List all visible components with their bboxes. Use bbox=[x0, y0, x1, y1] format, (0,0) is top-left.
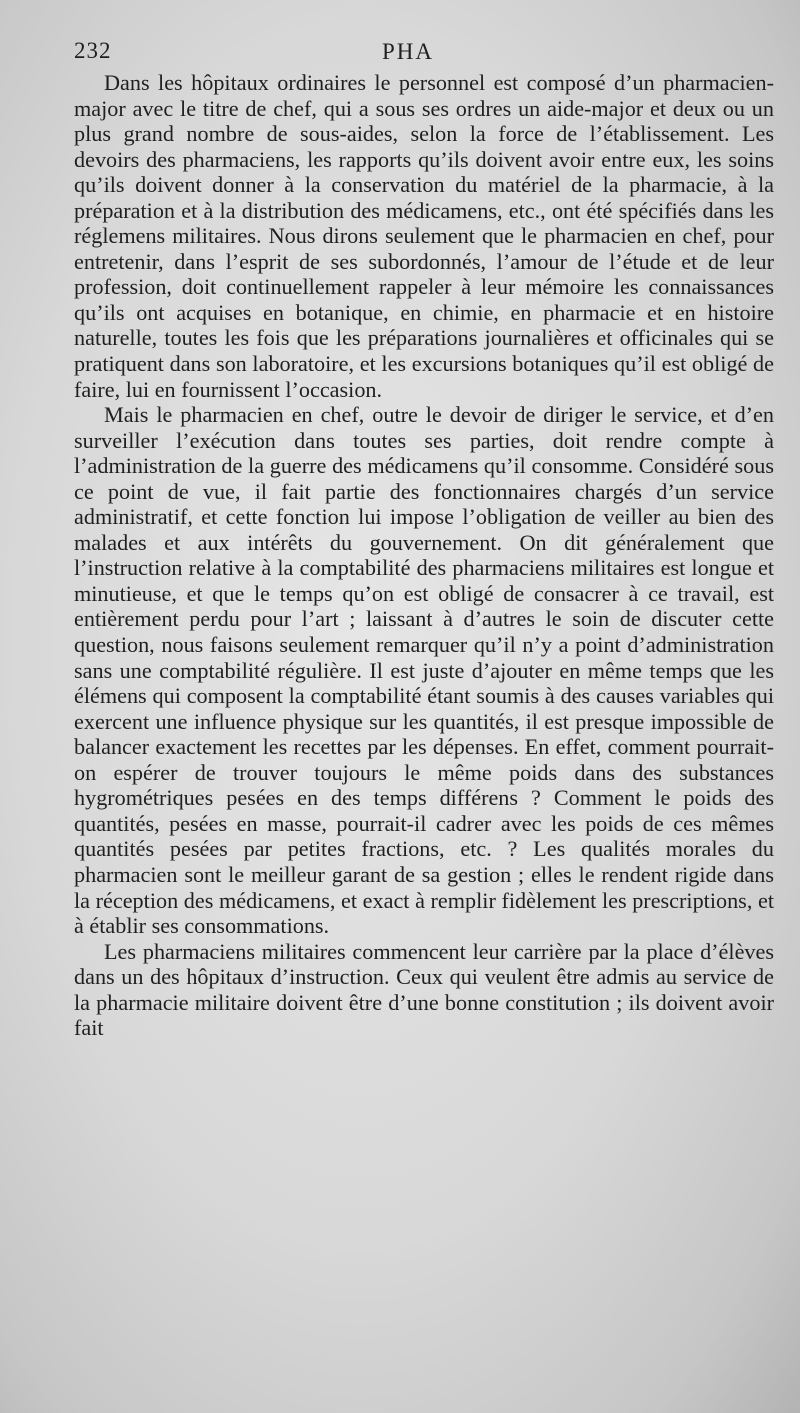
page-header bbox=[74, 38, 774, 70]
paragraph-2: Mais le pharmacien en chef, outre le devoir de diriger le service, et d’en surveiller l’exécution dans toutes ses parties, doit rendre compte à l’administration de la guerre des médicamens qu’il consomme. Considéré sous ce point de vue, il fait partie des fonctionnaires chargés d’un service administratif, et cette fonction lui impose l’obligation de veiller au bien des malades et aux intérêts du gouvernement. On dit généralement que l’instruction relative à la comptabilité des pharmaciens militaires est longue et minutieuse, et que le temps qu’on est obligé de consacrer à ce travail, est entièrement perdu pour l’art ; laissant à d’autres le soin de discuter cette question, nous faisons seulement remarquer qu’il n’y a point d’administration sans une comptabilité régulière. Il est juste d’ajouter en même temps que les élémens qui composent la comptabilité étant soumis à des causes variables qui exercent une influence physique sur les quantités, il est presque impossible de balancer exactement les recettes par les dépenses. En effet, comment pourrait-on espérer de trouver toujours le même poids dans des substances hygrométriques pesées en des temps différens ? Comment le poids des quantités, pesées en masse, pourrait-il cadrer avec les poids de ces mêmes quantités pesées par petites fractions, etc. ? Les qualités morales du pharmacien sont le meilleur garant de sa gestion ; elles le rendent rigide dans la réception des médicamens, et exact à remplir fidèlement les prescriptions, et à établir ses consommations. bbox=[74, 402, 774, 939]
body-text bbox=[74, 70, 774, 1041]
page-number: 232 bbox=[74, 38, 112, 63]
show-through-smudge bbox=[520, 1228, 740, 1254]
paragraph-3: Les pharmaciens militaires commencent leur carrière par la place d’élèves dans un des hôpitaux d’instruction. Ceux qui veulent être admis au service de la pharmacie militaire doivent être d’une bonne constitution ; ils doivent avoir fait bbox=[74, 938, 774, 1041]
paragraph-1: Dans les hôpitaux ordinaires le personnel est composé d’un pharmacien-major avec le titre de chef, qui a sous ses ordres un aide-major et deux ou un plus grand nombre de sous-aides, selon la force de l’établissement. Les devoirs des pharmaciens, les rapports qu’ils doivent avoir entre eux, les soins qu’ils doivent donner à la conservation du matériel de la pharmacie, à la préparation et à la distribution des médicamens, etc., ont été spécifiés dans les réglemens militaires. Nous dirons seulement que le pharmacien en chef, pour entretenir, dans l’esprit de ses subordonnés, l’amour de l’étude et de leur profession, doit continuellement rappeler à leur mémoire les connaissances qu’ils ont acquises en botanique, en chimie, en pharmacie et en histoire naturelle, toutes les fois que les préparations journalières et officinales qui se pratiquent dans son laboratoire, et les excursions botaniques qu’il est obligé de faire, lui en fournissent l’occasion. bbox=[74, 70, 774, 402]
running-head: PHA bbox=[382, 39, 435, 64]
